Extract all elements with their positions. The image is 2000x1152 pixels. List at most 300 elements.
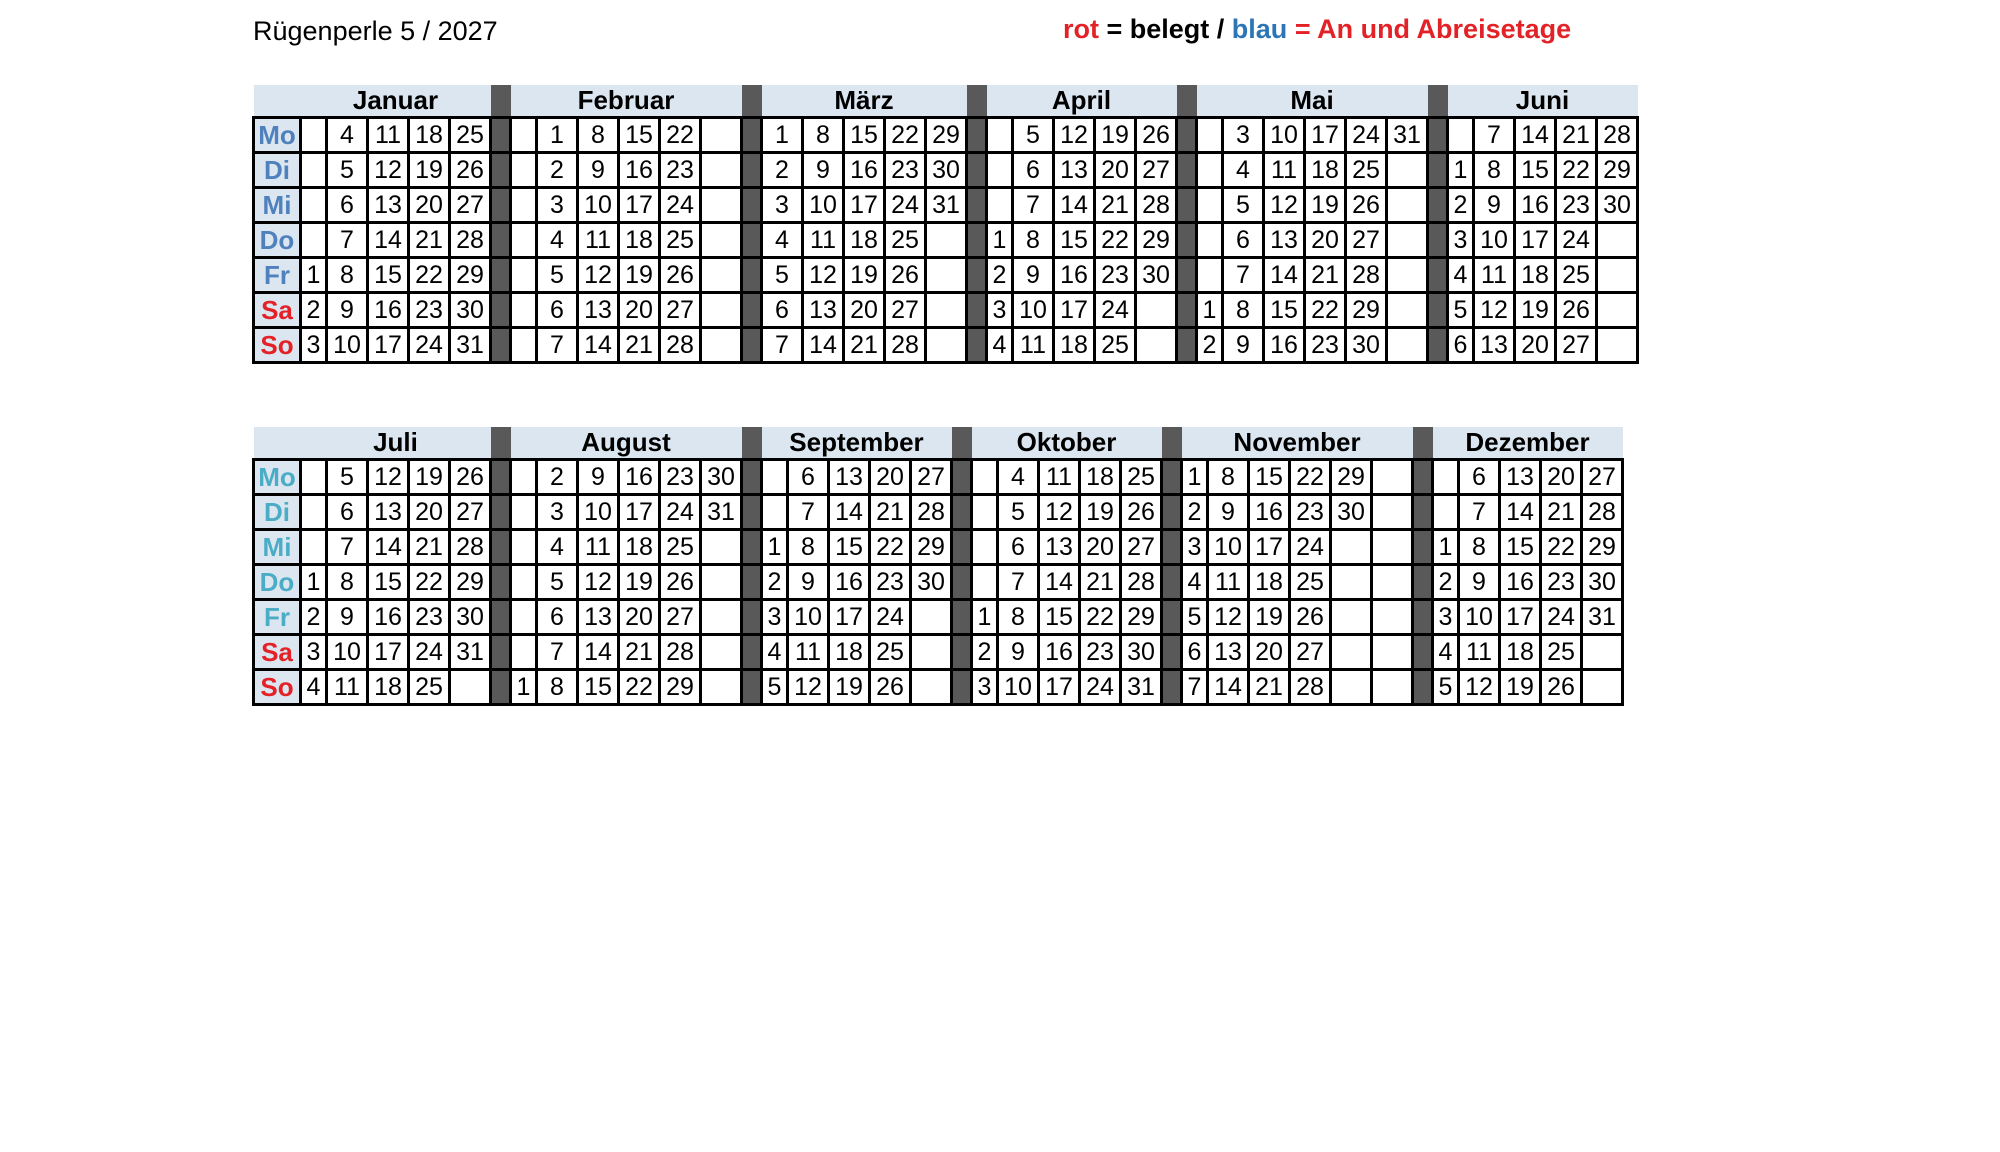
day-cell: 12 [1474, 293, 1515, 328]
day-cell: 24 [1290, 530, 1331, 565]
day-cell: 9 [327, 293, 368, 328]
day-cell: 2 [972, 635, 998, 670]
month-separator [1428, 118, 1448, 153]
day-cell: 4 [301, 670, 327, 705]
day-cell: 14 [1515, 118, 1556, 153]
day-cell: 21 [1080, 565, 1121, 600]
empty-day-cell [701, 188, 742, 223]
day-cell: 15 [844, 118, 885, 153]
day-cell: 11 [1039, 460, 1080, 495]
day-cell: 15 [578, 670, 619, 705]
day-cell: 21 [870, 495, 911, 530]
day-cell: 24 [870, 600, 911, 635]
day-cell: 16 [368, 293, 409, 328]
month-separator [1413, 530, 1433, 565]
weekday-label-so: So [254, 328, 301, 363]
day-cell: 1 [1448, 153, 1474, 188]
day-cell: 5 [327, 153, 368, 188]
day-cell: 11 [788, 635, 829, 670]
day-cell: 11 [578, 223, 619, 258]
empty-day-cell [450, 670, 491, 705]
day-cell: 4 [1448, 258, 1474, 293]
day-cell: 18 [844, 223, 885, 258]
day-cell: 24 [660, 188, 701, 223]
day-cell: 15 [1249, 460, 1290, 495]
day-cell: 29 [1121, 600, 1162, 635]
day-cell: 23 [1080, 635, 1121, 670]
day-cell: 6 [1182, 635, 1208, 670]
day-cell: 17 [1249, 530, 1290, 565]
empty-day-cell [1597, 258, 1638, 293]
month-separator [742, 670, 762, 705]
day-cell: 26 [450, 460, 491, 495]
day-cell: 2 [537, 460, 578, 495]
day-cell: 14 [578, 328, 619, 363]
day-cell: 30 [1346, 328, 1387, 363]
day-cell: 10 [327, 635, 368, 670]
day-cell: 8 [1474, 153, 1515, 188]
day-cell: 29 [450, 258, 491, 293]
day-cell: 1 [511, 670, 537, 705]
month-separator [742, 153, 762, 188]
empty-day-cell [1448, 118, 1474, 153]
month-separator [1428, 153, 1448, 188]
month-separator [491, 118, 511, 153]
day-cell: 26 [660, 565, 701, 600]
day-cell: 17 [619, 495, 660, 530]
day-cell: 9 [998, 635, 1039, 670]
day-cell: 27 [1121, 530, 1162, 565]
day-cell: 10 [803, 188, 844, 223]
day-cell: 22 [409, 565, 450, 600]
empty-day-cell [1331, 635, 1372, 670]
day-cell: 31 [926, 188, 967, 223]
day-cell: 7 [327, 223, 368, 258]
day-cell: 7 [1474, 118, 1515, 153]
day-cell: 29 [450, 565, 491, 600]
weekday-label-so: So [254, 670, 301, 705]
day-cell: 10 [1264, 118, 1305, 153]
day-cell: 24 [409, 328, 450, 363]
month-separator [491, 85, 511, 118]
month-separator [491, 427, 511, 460]
day-cell: 11 [1013, 328, 1054, 363]
empty-day-cell [1387, 223, 1428, 258]
month-separator [491, 153, 511, 188]
day-cell: 18 [1500, 635, 1541, 670]
day-cell: 6 [788, 460, 829, 495]
day-cell: 19 [1080, 495, 1121, 530]
month-separator [1162, 635, 1182, 670]
day-cell: 11 [1208, 565, 1249, 600]
day-cell: 6 [1223, 223, 1264, 258]
day-cell: 4 [762, 635, 788, 670]
day-cell: 14 [368, 530, 409, 565]
empty-day-cell [511, 328, 537, 363]
day-cell: 3 [987, 293, 1013, 328]
day-cell: 22 [619, 670, 660, 705]
month-separator [967, 118, 987, 153]
day-cell: 11 [327, 670, 368, 705]
day-cell: 28 [660, 635, 701, 670]
day-cell: 20 [1515, 328, 1556, 363]
day-cell: 19 [1249, 600, 1290, 635]
day-cell: 28 [911, 495, 952, 530]
month-separator [1413, 495, 1433, 530]
month-separator [742, 118, 762, 153]
month-separator [491, 600, 511, 635]
day-cell: 12 [368, 460, 409, 495]
legend-part: rot [1063, 14, 1099, 44]
day-cell: 28 [450, 530, 491, 565]
day-cell: 5 [537, 258, 578, 293]
empty-day-cell [1136, 328, 1177, 363]
day-cell: 16 [1054, 258, 1095, 293]
empty-day-cell [911, 600, 952, 635]
empty-day-cell [926, 328, 967, 363]
day-cell: 17 [829, 600, 870, 635]
day-cell: 20 [1305, 223, 1346, 258]
day-cell: 30 [1121, 635, 1162, 670]
month-separator [1413, 600, 1433, 635]
day-cell: 21 [409, 530, 450, 565]
empty-day-cell [972, 460, 998, 495]
month-separator [1177, 328, 1197, 363]
day-cell: 8 [788, 530, 829, 565]
day-cell: 12 [803, 258, 844, 293]
day-cell: 18 [1515, 258, 1556, 293]
day-cell: 12 [1039, 495, 1080, 530]
month-separator [967, 153, 987, 188]
day-cell: 10 [1013, 293, 1054, 328]
day-cell: 23 [660, 153, 701, 188]
empty-day-cell [1372, 600, 1413, 635]
empty-day-cell [1372, 530, 1413, 565]
day-cell: 8 [1459, 530, 1500, 565]
day-cell: 11 [368, 118, 409, 153]
day-cell: 26 [450, 153, 491, 188]
empty-day-cell [511, 223, 537, 258]
empty-day-cell [701, 530, 742, 565]
day-cell: 24 [1095, 293, 1136, 328]
empty-day-cell [1387, 328, 1428, 363]
day-cell: 17 [844, 188, 885, 223]
empty-day-cell [701, 328, 742, 363]
month-separator [1177, 118, 1197, 153]
day-cell: 16 [619, 153, 660, 188]
day-cell: 1 [762, 118, 803, 153]
empty-day-cell [301, 495, 327, 530]
month-separator [742, 495, 762, 530]
day-cell: 29 [1597, 153, 1638, 188]
day-cell: 2 [987, 258, 1013, 293]
day-cell: 29 [926, 118, 967, 153]
empty-day-cell [511, 258, 537, 293]
day-cell: 9 [578, 153, 619, 188]
month-separator [1413, 565, 1433, 600]
day-cell: 10 [998, 670, 1039, 705]
month-separator [952, 427, 972, 460]
day-cell: 21 [619, 635, 660, 670]
day-cell: 7 [1013, 188, 1054, 223]
empty-day-cell [911, 670, 952, 705]
month-separator [1162, 530, 1182, 565]
day-cell: 21 [844, 328, 885, 363]
month-separator [742, 635, 762, 670]
month-separator [952, 600, 972, 635]
day-cell: 18 [1305, 153, 1346, 188]
day-cell: 2 [762, 565, 788, 600]
empty-day-cell [1387, 258, 1428, 293]
month-separator [1162, 670, 1182, 705]
empty-day-cell [701, 153, 742, 188]
day-cell: 7 [762, 328, 803, 363]
day-cell: 1 [1433, 530, 1459, 565]
month-separator [1428, 188, 1448, 223]
day-cell: 24 [660, 495, 701, 530]
day-cell: 12 [788, 670, 829, 705]
month-separator [491, 328, 511, 363]
day-cell: 11 [1474, 258, 1515, 293]
day-cell: 18 [619, 223, 660, 258]
day-cell: 10 [578, 495, 619, 530]
day-cell: 3 [972, 670, 998, 705]
empty-day-cell [1597, 293, 1638, 328]
empty-day-cell [511, 600, 537, 635]
month-separator [1428, 293, 1448, 328]
day-cell: 28 [1136, 188, 1177, 223]
day-cell: 19 [1305, 188, 1346, 223]
day-cell: 4 [998, 460, 1039, 495]
day-cell: 25 [1346, 153, 1387, 188]
day-cell: 18 [409, 118, 450, 153]
day-cell: 22 [1556, 153, 1597, 188]
day-cell: 12 [1054, 118, 1095, 153]
empty-day-cell [972, 565, 998, 600]
day-cell: 24 [885, 188, 926, 223]
day-cell: 26 [1290, 600, 1331, 635]
month-separator [1162, 460, 1182, 495]
empty-day-cell [301, 223, 327, 258]
day-cell: 28 [1290, 670, 1331, 705]
day-cell: 19 [844, 258, 885, 293]
day-cell: 7 [327, 530, 368, 565]
month-separator [491, 293, 511, 328]
day-cell: 5 [762, 670, 788, 705]
day-cell: 13 [578, 293, 619, 328]
weekday-label-di: Di [254, 153, 301, 188]
month-separator [491, 188, 511, 223]
month-separator [742, 223, 762, 258]
day-cell: 30 [450, 600, 491, 635]
day-cell: 1 [1182, 460, 1208, 495]
month-separator [952, 530, 972, 565]
month-separator [967, 223, 987, 258]
empty-day-cell [1372, 495, 1413, 530]
day-cell: 16 [1515, 188, 1556, 223]
day-cell: 23 [409, 600, 450, 635]
day-cell: 23 [1290, 495, 1331, 530]
day-cell: 14 [829, 495, 870, 530]
day-cell: 13 [1500, 460, 1541, 495]
month-separator [491, 258, 511, 293]
day-cell: 2 [301, 293, 327, 328]
day-cell: 8 [1208, 460, 1249, 495]
day-cell: 28 [450, 223, 491, 258]
day-cell: 6 [1459, 460, 1500, 495]
weekday-label-fr: Fr [254, 600, 301, 635]
day-cell: 23 [660, 460, 701, 495]
empty-day-cell [926, 258, 967, 293]
day-cell: 29 [1136, 223, 1177, 258]
day-cell: 8 [1223, 293, 1264, 328]
day-cell: 6 [998, 530, 1039, 565]
month-header: April [987, 85, 1177, 118]
month-separator [491, 223, 511, 258]
day-cell: 26 [885, 258, 926, 293]
day-cell: 20 [409, 495, 450, 530]
empty-day-cell [511, 495, 537, 530]
day-cell: 15 [1500, 530, 1541, 565]
day-cell: 27 [1346, 223, 1387, 258]
day-cell: 9 [1208, 495, 1249, 530]
day-cell: 7 [537, 328, 578, 363]
day-cell: 13 [1054, 153, 1095, 188]
day-cell: 17 [619, 188, 660, 223]
day-cell: 17 [1039, 670, 1080, 705]
day-cell: 14 [1039, 565, 1080, 600]
day-cell: 26 [660, 258, 701, 293]
day-cell: 1 [301, 258, 327, 293]
day-cell: 19 [1500, 670, 1541, 705]
day-cell: 21 [1249, 670, 1290, 705]
day-cell: 9 [803, 153, 844, 188]
day-cell: 9 [578, 460, 619, 495]
month-separator [1162, 427, 1182, 460]
day-cell: 27 [911, 460, 952, 495]
day-cell: 15 [1515, 153, 1556, 188]
day-cell: 20 [1249, 635, 1290, 670]
day-cell: 24 [1556, 223, 1597, 258]
day-cell: 13 [368, 188, 409, 223]
day-cell: 7 [998, 565, 1039, 600]
empty-day-cell [1197, 223, 1223, 258]
weekday-column-header-spacer [254, 85, 301, 118]
day-cell: 30 [1331, 495, 1372, 530]
day-cell: 29 [660, 670, 701, 705]
day-cell: 25 [660, 223, 701, 258]
day-cell: 10 [1459, 600, 1500, 635]
empty-day-cell [1197, 153, 1223, 188]
day-cell: 17 [368, 635, 409, 670]
day-cell: 3 [762, 188, 803, 223]
day-cell: 2 [537, 153, 578, 188]
day-cell: 29 [1331, 460, 1372, 495]
day-cell: 25 [1290, 565, 1331, 600]
day-cell: 8 [998, 600, 1039, 635]
day-cell: 23 [885, 153, 926, 188]
legend-part: = An und Abreisetage [1287, 14, 1572, 44]
day-cell: 31 [1121, 670, 1162, 705]
day-cell: 21 [619, 328, 660, 363]
day-cell: 25 [1121, 460, 1162, 495]
empty-day-cell [926, 293, 967, 328]
month-separator [967, 258, 987, 293]
day-cell: 20 [1095, 153, 1136, 188]
day-cell: 3 [762, 600, 788, 635]
day-cell: 23 [1305, 328, 1346, 363]
weekday-label-fr: Fr [254, 258, 301, 293]
day-cell: 30 [1136, 258, 1177, 293]
weekday-label-sa: Sa [254, 293, 301, 328]
day-cell: 5 [762, 258, 803, 293]
day-cell: 10 [1474, 223, 1515, 258]
empty-day-cell [701, 565, 742, 600]
day-cell: 23 [1541, 565, 1582, 600]
day-cell: 6 [537, 600, 578, 635]
day-cell: 11 [1459, 635, 1500, 670]
day-cell: 22 [660, 118, 701, 153]
day-cell: 26 [1556, 293, 1597, 328]
empty-day-cell [987, 153, 1013, 188]
month-separator [1177, 188, 1197, 223]
day-cell: 2 [762, 153, 803, 188]
day-cell: 15 [1264, 293, 1305, 328]
day-cell: 26 [1136, 118, 1177, 153]
day-cell: 13 [803, 293, 844, 328]
empty-day-cell [987, 118, 1013, 153]
empty-day-cell [701, 293, 742, 328]
month-separator [491, 670, 511, 705]
month-separator [742, 188, 762, 223]
day-cell: 5 [1448, 293, 1474, 328]
day-cell: 5 [327, 460, 368, 495]
empty-day-cell [1582, 670, 1623, 705]
empty-day-cell [701, 223, 742, 258]
legend-part: blau [1231, 14, 1288, 44]
day-cell: 3 [537, 188, 578, 223]
empty-day-cell [972, 530, 998, 565]
day-cell: 30 [926, 153, 967, 188]
day-cell: 26 [1541, 670, 1582, 705]
day-cell: 23 [409, 293, 450, 328]
day-cell: 1 [1197, 293, 1223, 328]
month-separator [1428, 258, 1448, 293]
day-cell: 16 [1500, 565, 1541, 600]
empty-day-cell [1331, 600, 1372, 635]
month-header: Juni [1448, 85, 1638, 118]
month-separator [742, 565, 762, 600]
day-cell: 24 [409, 635, 450, 670]
day-cell: 8 [327, 258, 368, 293]
empty-day-cell [701, 600, 742, 635]
day-cell: 28 [1121, 565, 1162, 600]
legend-part: = belegt / [1099, 14, 1232, 44]
day-cell: 4 [537, 530, 578, 565]
day-cell: 8 [327, 565, 368, 600]
empty-day-cell [911, 635, 952, 670]
day-cell: 12 [578, 258, 619, 293]
month-separator [1413, 670, 1433, 705]
day-cell: 2 [1182, 495, 1208, 530]
day-cell: 15 [368, 565, 409, 600]
month-separator [742, 258, 762, 293]
empty-day-cell [1331, 565, 1372, 600]
empty-day-cell [301, 460, 327, 495]
empty-day-cell [511, 118, 537, 153]
day-cell: 30 [701, 460, 742, 495]
day-cell: 17 [368, 328, 409, 363]
